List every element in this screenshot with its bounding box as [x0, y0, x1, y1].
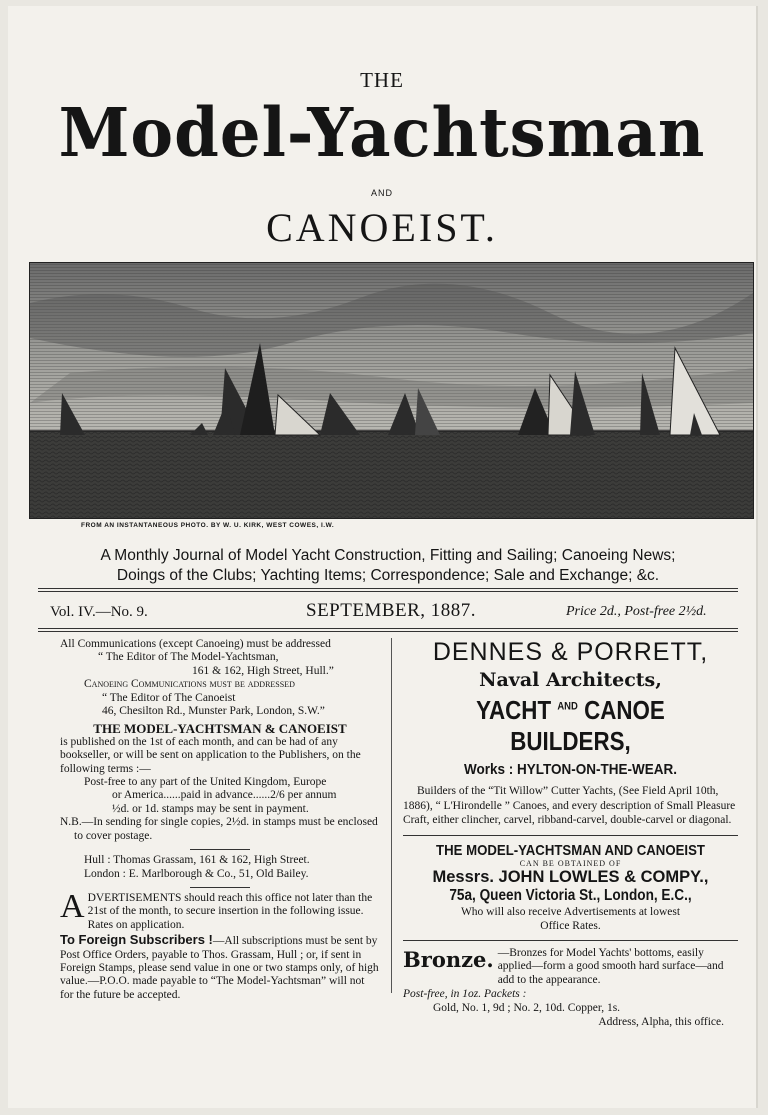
column-divider	[391, 638, 392, 993]
publisher-hull: Hull : Thomas Grassam, 161 & 162, High Street.	[84, 854, 310, 867]
stockist-heading: THE MODEL-YACHTSMAN AND CANOEIST	[436, 841, 705, 859]
left-column	[60, 638, 380, 1002]
right-column	[403, 638, 738, 1029]
journal-subtitle	[38, 546, 738, 586]
rule	[403, 940, 738, 941]
publication-heading: THE MODEL-YACHTSMAN & CANOEIST	[93, 721, 347, 737]
masthead-title: Model-Yachtsman	[58, 94, 706, 173]
advertisements-text: DVERTISEMENTS should reach this office not later than the 21st of the month, to secure insertion in the following issue. Rates on application.	[87, 891, 373, 931]
advertisements-notice	[60, 887, 380, 932]
foreign-subscribers-text: —All subscriptions must be sent by Post Office Orders, payable to Thos. Grassam, Hull ; or, if sent in Foreign Stamps, please send value in one or two stamps only, of high value.—P.O.O. made payable to “The Model-Yachtsman” will not for the future be accepted.	[60, 935, 379, 1001]
builders-and: AND	[557, 700, 578, 713]
advert-firm-name: DENNES & PORRETT,	[432, 638, 709, 666]
rule	[190, 887, 250, 888]
publication-text: ½d. or 1d. stamps may be sent in payment.	[112, 802, 309, 815]
publication-text: is published on the 1st of each month, and can be had of any bookseller, or will be sent on application to the Publishers, on the following terms :—	[60, 735, 361, 775]
communications-line: “ The Editor of The Model-Yachtsman,	[98, 651, 279, 664]
communications-line: All Communications (except Canoeing) must be addressed	[60, 638, 331, 650]
masthead-and: AND	[370, 188, 393, 198]
rule	[38, 628, 738, 629]
publisher-london: London : E. Marlborough & Co., 51, Old Bailey.	[84, 867, 309, 880]
communications-line: Canoeing Communications must be addressed	[84, 678, 295, 691]
drop-cap: A	[60, 887, 85, 925]
communications-line: 46, Chesilton Rd., Munster Park, London, S.W.”	[102, 705, 325, 718]
advert-builders	[426, 695, 714, 757]
stockist-note: Who will also receive Advertisements at lowest	[460, 905, 681, 918]
communications-line: “ The Editor of The Canoeist	[102, 691, 236, 704]
rule	[403, 835, 738, 836]
bronze-postfree: Post-free, in 1oz. Packets :	[403, 988, 527, 1000]
publication-text: Post-free to any part of the United Kingdom, Europe	[84, 776, 327, 789]
stockist-note: Office Rates.	[540, 919, 601, 932]
stockist-subheading: CAN BE OBTAINED OF	[519, 858, 622, 868]
foreign-subscribers-label: To Foreign Subscribers !	[60, 932, 213, 948]
bronze-address: Address, Alpha, this office.	[598, 1016, 724, 1028]
stockist-name: Messrs. JOHN LOWLES & COMPY.,	[432, 867, 709, 886]
bronze-prices: Gold, No. 1, 9d ; No. 2, 10d. Copper, 1s.	[433, 1002, 621, 1014]
advert-works: Works : HYLTON-ON-THE-WEAR.	[463, 761, 677, 778]
journal-page	[8, 6, 756, 1108]
advert-naval-architects: Naval Architects,	[479, 669, 662, 691]
publication-text: or America......paid in advance......2/6 per annum	[112, 789, 337, 802]
advert-description: Builders of the “Tit Willow” Cutter Yachts, (See Field April 10th, 1886), “ L'Hirondelle ” Canoes, and every description of Small Pleasure Craft, either clincher, carvel, ribband-carvel, double-carvel or diagonal.	[403, 785, 736, 826]
stockist-address: 75a, Queen Victoria St., London, E.C.,	[449, 886, 692, 904]
rule	[38, 588, 738, 589]
bronze-title: Bronze.	[403, 946, 494, 972]
bronze-text: —Bronzes for Model Yachts' bottoms, easily applied—form a good smooth hard surface—and add to the appearance.	[497, 946, 724, 986]
rule	[38, 591, 738, 592]
publication-text: N.B.—In sending for single copies, 2½d. in stamps must be enclosed to cover postage.	[60, 816, 378, 842]
yacht-race-engraving	[29, 262, 754, 519]
builders-canoe: CANOE BUILDERS,	[510, 695, 665, 756]
masthead-canoeist: CANOEIST.	[266, 205, 498, 250]
subtitle-line-2: Doings of the Clubs; Yachting Items; Correspondence; Sale and Exchange; &c.	[116, 567, 660, 584]
issue-volume: Vol. IV.—No. 9.	[50, 604, 148, 620]
communications-line: 161 & 162, High Street, Hull.”	[192, 664, 334, 677]
issue-date: SEPTEMBER, 1887.	[306, 600, 477, 621]
subtitle-line-1: A Monthly Journal of Model Yacht Construction, Fitting and Sailing; Canoeing News;	[100, 547, 676, 564]
rule	[38, 631, 738, 632]
masthead-the: THE	[360, 68, 404, 92]
issue-price: Price 2d., Post-free 2½d.	[566, 604, 707, 619]
illustration-credit: FROM AN INSTANTANEOUS PHOTO. BY W. U. KIRK, WEST COWES, I.W.	[81, 522, 335, 529]
rule	[190, 849, 250, 850]
builders-yacht: YACHT	[476, 695, 552, 725]
bronze-advert	[403, 947, 738, 988]
foreign-subscribers-notice	[60, 933, 380, 1002]
